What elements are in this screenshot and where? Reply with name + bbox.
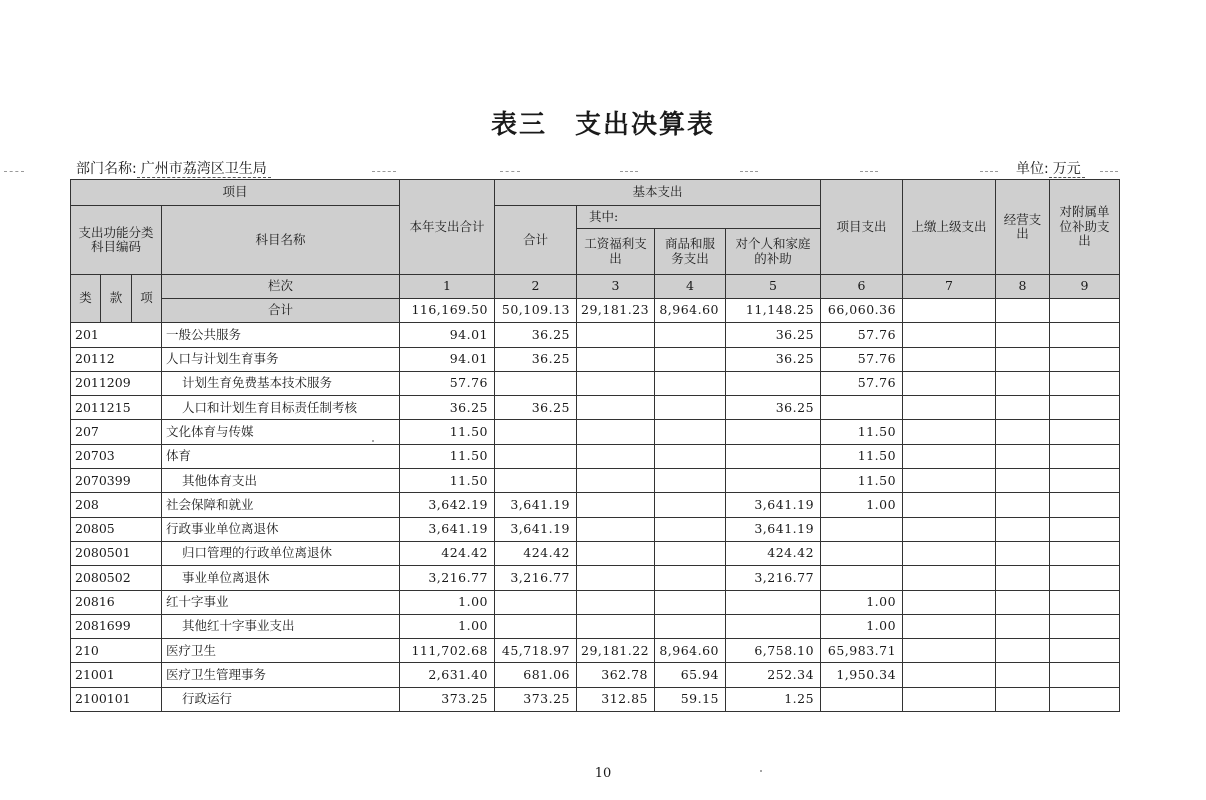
- subject-name-cell: 医疗卫生管理事务: [162, 663, 400, 687]
- amount-cell: 57.76: [821, 323, 903, 347]
- scan-speck: [372, 440, 374, 442]
- empty-cell: [903, 566, 996, 590]
- amount-cell: [726, 420, 821, 444]
- amount-cell: [726, 444, 821, 468]
- unit-line: [1016, 158, 1085, 178]
- subject-name-cell: 人口和计划生育目标责任制考核: [162, 396, 400, 420]
- amount-cell: 3,642.19: [400, 493, 495, 517]
- table-row: [71, 347, 1120, 371]
- scan-mark: [740, 171, 758, 172]
- func-code-cell: 21001: [71, 663, 162, 687]
- amount-cell: 424.42: [726, 541, 821, 565]
- func-code-cell: 2011215: [71, 396, 162, 420]
- header-individual: 对个人和家庭的补助: [726, 229, 821, 275]
- column-number-row: [71, 275, 1120, 299]
- empty-cell: [903, 371, 996, 395]
- empty-cell: [1050, 323, 1120, 347]
- amount-cell: [655, 371, 726, 395]
- department-label: 部门名称:: [76, 161, 137, 177]
- scan-mark: [860, 171, 878, 172]
- table-row: [71, 639, 1120, 663]
- subject-name-cell: 事业单位离退休: [162, 566, 400, 590]
- header-goods: 商品和服务支出: [655, 229, 726, 275]
- amount-cell: 11.50: [821, 420, 903, 444]
- func-code-cell: 2070399: [71, 469, 162, 493]
- scan-speck: [760, 770, 762, 772]
- table-row: [71, 420, 1120, 444]
- header-project: 项目支出: [821, 180, 903, 275]
- table-row: [71, 663, 1120, 687]
- empty-cell: [996, 687, 1050, 711]
- table-row: [71, 517, 1120, 541]
- total-cell: [1050, 299, 1120, 323]
- subject-name-cell: 一般公共服务: [162, 323, 400, 347]
- amount-cell: [726, 614, 821, 638]
- func-code-cell: 2080502: [71, 566, 162, 590]
- amount-cell: [577, 420, 655, 444]
- column-number: 1: [400, 275, 495, 299]
- func-code-cell: 20112: [71, 347, 162, 371]
- amount-cell: 8,964.60: [655, 639, 726, 663]
- header-basic: 基本支出: [495, 180, 821, 206]
- table-row: [71, 614, 1120, 638]
- empty-cell: [1050, 347, 1120, 371]
- column-number: 6: [821, 275, 903, 299]
- scan-mark: [980, 171, 998, 172]
- amount-cell: [655, 566, 726, 590]
- amount-cell: [577, 323, 655, 347]
- func-code-cell: 2011209: [71, 371, 162, 395]
- subject-name-cell: 人口与计划生育事务: [162, 347, 400, 371]
- subject-name-cell: 体育: [162, 444, 400, 468]
- amount-cell: [495, 371, 577, 395]
- func-code-cell: 20805: [71, 517, 162, 541]
- subject-name-cell: 医疗卫生: [162, 639, 400, 663]
- amount-cell: [495, 590, 577, 614]
- header-lei: 类: [71, 275, 101, 323]
- amount-cell: 45,718.97: [495, 639, 577, 663]
- amount-cell: 11.50: [821, 444, 903, 468]
- empty-cell: [903, 590, 996, 614]
- column-number: 9: [1050, 275, 1120, 299]
- empty-cell: [996, 541, 1050, 565]
- amount-cell: 3,216.77: [495, 566, 577, 590]
- amount-cell: [495, 444, 577, 468]
- total-cell: [903, 299, 996, 323]
- empty-cell: [996, 323, 1050, 347]
- amount-cell: [655, 323, 726, 347]
- empty-cell: [996, 663, 1050, 687]
- amount-cell: 57.76: [400, 371, 495, 395]
- func-code-cell: 20816: [71, 590, 162, 614]
- func-code-cell: 210: [71, 639, 162, 663]
- column-number: 3: [577, 275, 655, 299]
- empty-cell: [1050, 517, 1120, 541]
- empty-cell: [903, 614, 996, 638]
- empty-cell: [996, 590, 1050, 614]
- empty-cell: [1050, 663, 1120, 687]
- subject-name-cell: 其他体育支出: [162, 469, 400, 493]
- total-label: 合计: [162, 299, 400, 323]
- data-rows: [71, 323, 1120, 712]
- amount-cell: 681.06: [495, 663, 577, 687]
- amount-cell: 3,641.19: [400, 517, 495, 541]
- amount-cell: [821, 517, 903, 541]
- amount-cell: [655, 541, 726, 565]
- amount-cell: 362.78: [577, 663, 655, 687]
- table-row: [71, 444, 1120, 468]
- table-row: [71, 590, 1120, 614]
- table-row: [71, 469, 1120, 493]
- empty-cell: [1050, 541, 1120, 565]
- total-cell: 50,109.13: [495, 299, 577, 323]
- amount-cell: [821, 687, 903, 711]
- subject-name-cell: 归口管理的行政单位离退休: [162, 541, 400, 565]
- amount-cell: 36.25: [495, 347, 577, 371]
- header-item: 项目: [71, 180, 400, 206]
- header-basic-total: 合计: [495, 206, 577, 275]
- table-row: [71, 687, 1120, 711]
- empty-cell: [903, 687, 996, 711]
- amount-cell: [655, 614, 726, 638]
- amount-cell: 29,181.22: [577, 639, 655, 663]
- amount-cell: [655, 517, 726, 541]
- empty-cell: [996, 517, 1050, 541]
- scan-mark: [500, 171, 520, 172]
- amount-cell: [577, 371, 655, 395]
- empty-cell: [996, 614, 1050, 638]
- amount-cell: 11.50: [400, 469, 495, 493]
- header-salary: 工资福利支出: [577, 229, 655, 275]
- amount-cell: [655, 420, 726, 444]
- page-title: [0, 104, 1206, 141]
- func-code-cell: 207: [71, 420, 162, 444]
- amount-cell: [821, 396, 903, 420]
- amount-cell: [821, 541, 903, 565]
- unit-label: 单位:: [1016, 161, 1049, 177]
- empty-cell: [903, 469, 996, 493]
- amount-cell: 59.15: [655, 687, 726, 711]
- total-row: [71, 299, 1120, 323]
- amount-cell: [577, 541, 655, 565]
- amount-cell: 3,641.19: [495, 493, 577, 517]
- amount-cell: [577, 566, 655, 590]
- amount-cell: [726, 469, 821, 493]
- amount-cell: 1.00: [400, 614, 495, 638]
- amount-cell: [495, 469, 577, 493]
- header-xiang: 项: [132, 275, 162, 323]
- amount-cell: 11.50: [821, 469, 903, 493]
- amount-cell: [655, 444, 726, 468]
- amount-cell: [577, 469, 655, 493]
- amount-cell: [726, 371, 821, 395]
- expenditure-table: [70, 179, 1120, 712]
- amount-cell: 2,631.40: [400, 663, 495, 687]
- table-row: [71, 493, 1120, 517]
- subject-name-cell: 行政事业单位离退休: [162, 517, 400, 541]
- total-cell: [996, 299, 1050, 323]
- table-row: [71, 396, 1120, 420]
- subject-name-cell: 红十字事业: [162, 590, 400, 614]
- amount-cell: 57.76: [821, 347, 903, 371]
- amount-cell: 36.25: [495, 323, 577, 347]
- amount-cell: 57.76: [821, 371, 903, 395]
- empty-cell: [1050, 371, 1120, 395]
- page-number: 10: [594, 766, 612, 781]
- amount-cell: [577, 347, 655, 371]
- column-number: 7: [903, 275, 996, 299]
- amount-cell: [577, 590, 655, 614]
- empty-cell: [903, 396, 996, 420]
- title-table-name: 支出决算表: [575, 110, 716, 140]
- department-value: 广州市荔湾区卫生局: [137, 161, 271, 178]
- func-code-cell: 208: [71, 493, 162, 517]
- empty-cell: [1050, 469, 1120, 493]
- empty-cell: [1050, 590, 1120, 614]
- amount-cell: 36.25: [495, 396, 577, 420]
- empty-cell: [903, 517, 996, 541]
- amount-cell: 65.94: [655, 663, 726, 687]
- func-code-cell: 201: [71, 323, 162, 347]
- empty-cell: [903, 663, 996, 687]
- amount-cell: [577, 493, 655, 517]
- empty-cell: [1050, 566, 1120, 590]
- column-number: 5: [726, 275, 821, 299]
- department-line: [76, 158, 271, 178]
- total-cell: 11,148.25: [726, 299, 821, 323]
- header-subsidiary: 对附属单位补助支出: [1050, 180, 1120, 275]
- amount-cell: 1.00: [400, 590, 495, 614]
- header-subject-name: 科目名称: [162, 206, 400, 275]
- unit-value: 万元: [1049, 161, 1085, 178]
- empty-cell: [996, 493, 1050, 517]
- subject-name-cell: 行政运行: [162, 687, 400, 711]
- amount-cell: 1.00: [821, 590, 903, 614]
- header-column-label: 栏次: [162, 275, 400, 299]
- subject-name-cell: 社会保障和就业: [162, 493, 400, 517]
- scan-mark: [620, 171, 638, 172]
- header-func-code: 支出功能分类科目编码: [71, 206, 162, 275]
- func-code-cell: 2100101: [71, 687, 162, 711]
- column-number: 2: [495, 275, 577, 299]
- amount-cell: 36.25: [726, 347, 821, 371]
- subject-name-cell: 其他红十字事业支出: [162, 614, 400, 638]
- header-row-1: [71, 180, 1120, 206]
- amount-cell: 312.85: [577, 687, 655, 711]
- amount-cell: 94.01: [400, 323, 495, 347]
- amount-cell: 1.00: [821, 493, 903, 517]
- empty-cell: [903, 347, 996, 371]
- amount-cell: 3,641.19: [726, 493, 821, 517]
- func-code-cell: 20703: [71, 444, 162, 468]
- amount-cell: 11.50: [400, 420, 495, 444]
- empty-cell: [996, 420, 1050, 444]
- amount-cell: 3,216.77: [400, 566, 495, 590]
- header-total-this-year: 本年支出合计: [400, 180, 495, 275]
- amount-cell: 3,216.77: [726, 566, 821, 590]
- empty-cell: [996, 639, 1050, 663]
- amount-cell: [495, 614, 577, 638]
- empty-cell: [1050, 614, 1120, 638]
- empty-cell: [1050, 396, 1120, 420]
- amount-cell: [655, 590, 726, 614]
- empty-cell: [1050, 420, 1120, 444]
- func-code-cell: 2081699: [71, 614, 162, 638]
- table-row: [71, 566, 1120, 590]
- table-row: [71, 323, 1120, 347]
- amount-cell: 3,641.19: [495, 517, 577, 541]
- amount-cell: 1.25: [726, 687, 821, 711]
- amount-cell: 65,983.71: [821, 639, 903, 663]
- scan-mark: [4, 171, 24, 172]
- table-row: [71, 541, 1120, 565]
- amount-cell: 424.42: [495, 541, 577, 565]
- empty-cell: [996, 566, 1050, 590]
- total-cell: 116,169.50: [400, 299, 495, 323]
- header-of-which: 其中:: [577, 206, 821, 229]
- column-number: 4: [655, 275, 726, 299]
- empty-cell: [903, 541, 996, 565]
- amount-cell: 6,758.10: [726, 639, 821, 663]
- header-operating: 经营支出: [996, 180, 1050, 275]
- subject-name-cell: 文化体育与传媒: [162, 420, 400, 444]
- empty-cell: [1050, 687, 1120, 711]
- amount-cell: 111,702.68: [400, 639, 495, 663]
- empty-cell: [1050, 639, 1120, 663]
- total-cell: 66,060.36: [821, 299, 903, 323]
- total-cell: 29,181.23: [577, 299, 655, 323]
- table-row: [71, 371, 1120, 395]
- empty-cell: [903, 444, 996, 468]
- scan-mark: [1100, 171, 1118, 172]
- empty-cell: [903, 420, 996, 444]
- amount-cell: 3,641.19: [726, 517, 821, 541]
- empty-cell: [1050, 493, 1120, 517]
- empty-cell: [996, 347, 1050, 371]
- amount-cell: [495, 420, 577, 444]
- amount-cell: 94.01: [400, 347, 495, 371]
- amount-cell: 11.50: [400, 444, 495, 468]
- empty-cell: [1050, 444, 1120, 468]
- empty-cell: [996, 469, 1050, 493]
- amount-cell: 424.42: [400, 541, 495, 565]
- empty-cell: [903, 323, 996, 347]
- empty-cell: [903, 639, 996, 663]
- header-kuan: 款: [101, 275, 132, 323]
- amount-cell: 1.00: [821, 614, 903, 638]
- amount-cell: [655, 347, 726, 371]
- amount-cell: 36.25: [726, 396, 821, 420]
- amount-cell: 373.25: [400, 687, 495, 711]
- amount-cell: 1,950.34: [821, 663, 903, 687]
- column-number: 8: [996, 275, 1050, 299]
- empty-cell: [996, 371, 1050, 395]
- title-table-number: 表三: [490, 110, 547, 140]
- amount-cell: [577, 396, 655, 420]
- amount-cell: [577, 444, 655, 468]
- total-cell: 8,964.60: [655, 299, 726, 323]
- amount-cell: [655, 396, 726, 420]
- scan-mark: [372, 171, 396, 172]
- amount-cell: [821, 566, 903, 590]
- amount-cell: 373.25: [495, 687, 577, 711]
- subject-name-cell: 计划生育免费基本技术服务: [162, 371, 400, 395]
- amount-cell: 36.25: [726, 323, 821, 347]
- amount-cell: [577, 614, 655, 638]
- amount-cell: 252.34: [726, 663, 821, 687]
- amount-cell: [655, 469, 726, 493]
- amount-cell: [577, 517, 655, 541]
- amount-cell: [655, 493, 726, 517]
- func-code-cell: 2080501: [71, 541, 162, 565]
- amount-cell: 36.25: [400, 396, 495, 420]
- empty-cell: [903, 493, 996, 517]
- empty-cell: [996, 396, 1050, 420]
- header-upper: 上缴上级支出: [903, 180, 996, 275]
- amount-cell: [726, 590, 821, 614]
- empty-cell: [996, 444, 1050, 468]
